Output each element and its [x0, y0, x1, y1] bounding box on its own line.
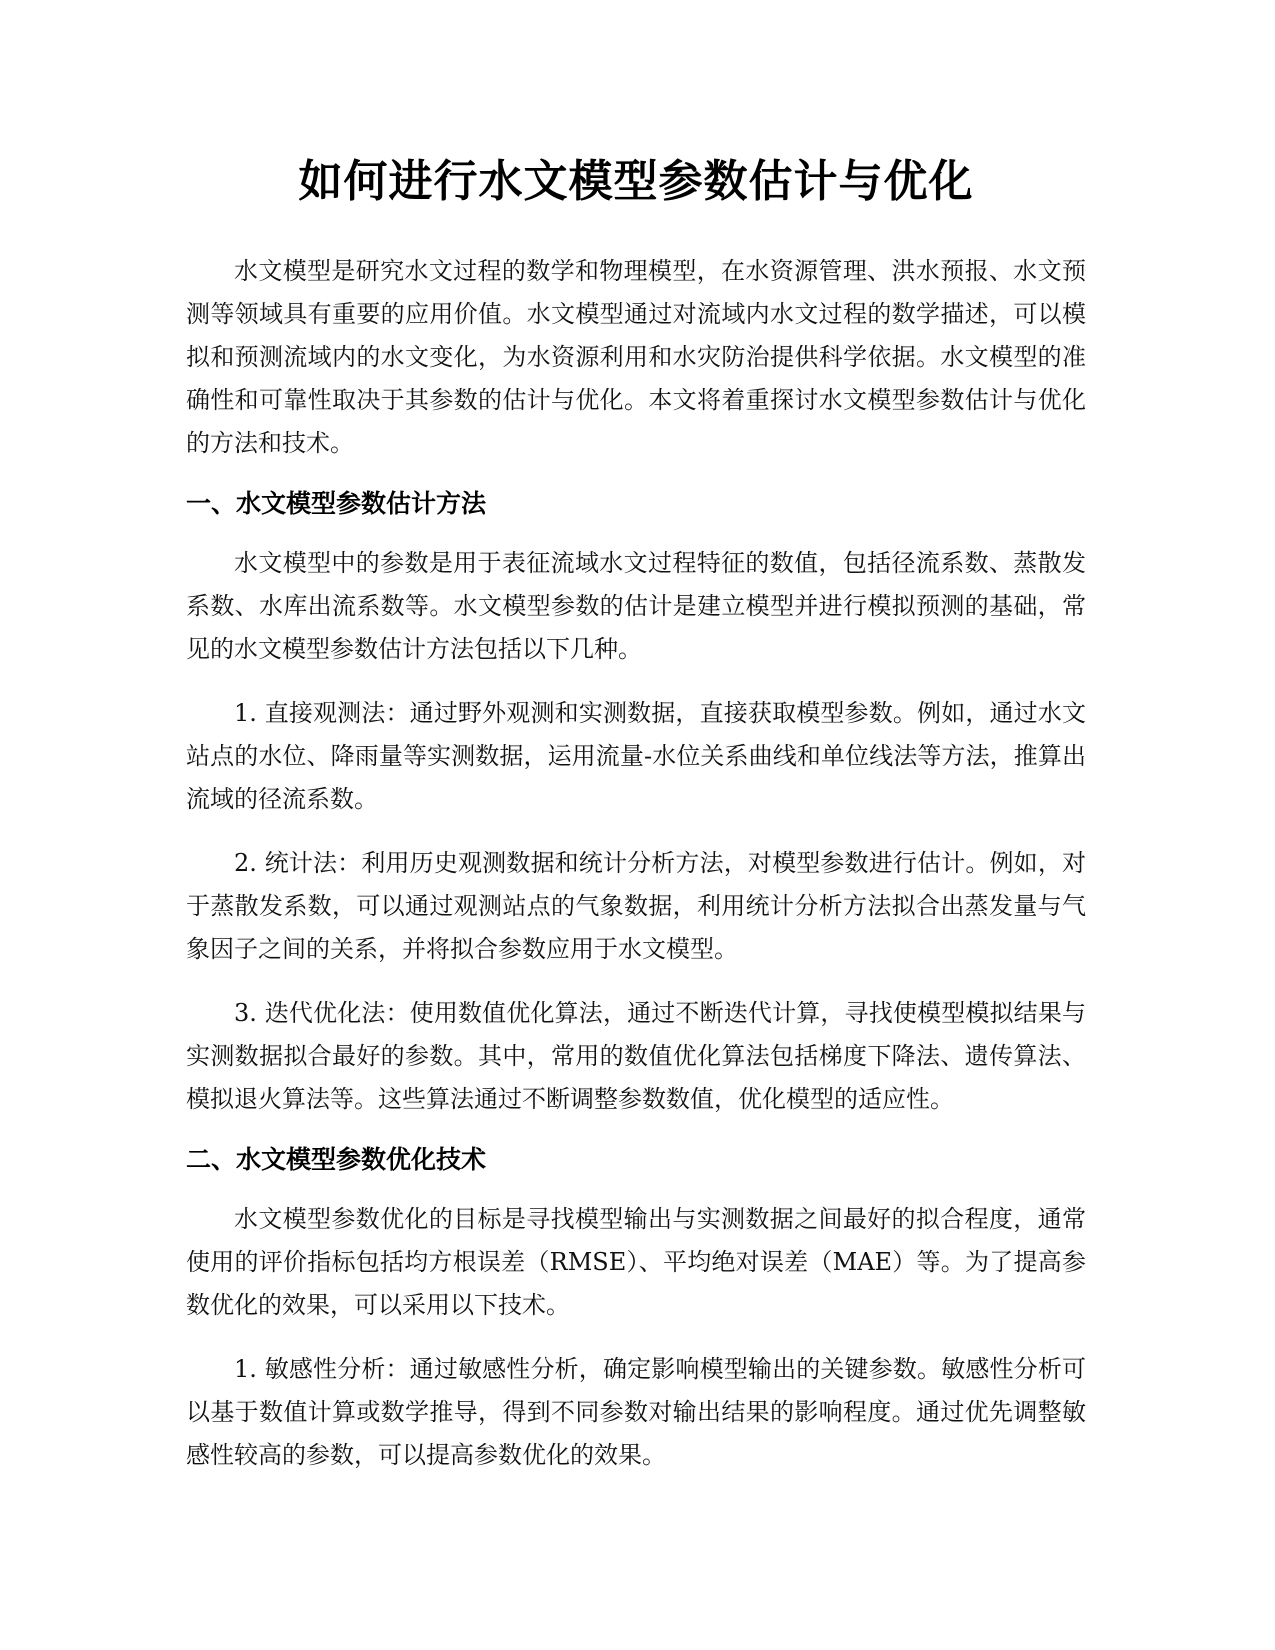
section-heading-optimization: 二、水文模型参数优化技术 — [186, 1145, 487, 1174]
direct-observation-paragraph: 1. 直接观测法：通过野外观测和实测数据，直接获取模型参数。例如，通过水文站点的水位、降雨量等实测数据，运用流量-水位关系曲线和单位线法等方法，推算出流域的径流系数。 — [186, 699, 1086, 813]
document-body — [186, 150, 1086, 1477]
intro-paragraph: 水文模型是研究水文过程的数学和物理模型，在水资源管理、洪水预报、水文预测等领域具有重要的应用价值。水文模型通过对流域内水文过程的数学描述，可以模拟和预测流域内的水文变化，为水资源利用和水灾防治提供科学依据。水文模型的准确性和可靠性取决于其参数的估计与优化。本文将着重探讨水文模型参数估计与优化的方法和技术。 — [186, 257, 1086, 457]
statistical-method-paragraph: 2. 统计法：利用历史观测数据和统计分析方法，对模型参数进行估计。例如，对于蒸散发系数，可以通过观测站点的气象数据，利用统计分析方法拟合出蒸发量与气象因子之间的关系，并将拟合参数应用于水文模型。 — [186, 849, 1086, 963]
optimization-intro-paragraph: 水文模型参数优化的目标是寻找模型输出与实测数据之间最好的拟合程度，通常使用的评价指标包括均方根误差（RMSE）、平均绝对误差（MAE）等。为了提高参数优化的效果，可以采用以下技术。 — [186, 1205, 1086, 1319]
document-title: 如何进行水文模型参数估计与优化 — [298, 156, 974, 207]
sensitivity-analysis-paragraph: 1. 敏感性分析：通过敏感性分析，确定影响模型输出的关键参数。敏感性分析可以基于数值计算或数学推导，得到不同参数对输出结果的影响程度。通过优先调整敏感性较高的参数，可以提高参数优化的效果。 — [186, 1355, 1086, 1469]
iterative-optimization-paragraph: 3. 迭代优化法：使用数值优化算法，通过不断迭代计算，寻找使模型模拟结果与实测数据拟合最好的参数。其中，常用的数值优化算法包括梯度下降法、遗传算法、模拟退火算法等。这些算法通过不断调整参数数值，优化模型的适应性。 — [186, 999, 1086, 1113]
estimation-intro-paragraph: 水文模型中的参数是用于表征流域水文过程特征的数值，包括径流系数、蒸散发系数、水库出流系数等。水文模型参数的估计是建立模型并进行模拟预测的基础，常见的水文模型参数估计方法包括以下几种。 — [186, 549, 1086, 663]
section-heading-estimation: 一、水文模型参数估计方法 — [186, 489, 487, 518]
